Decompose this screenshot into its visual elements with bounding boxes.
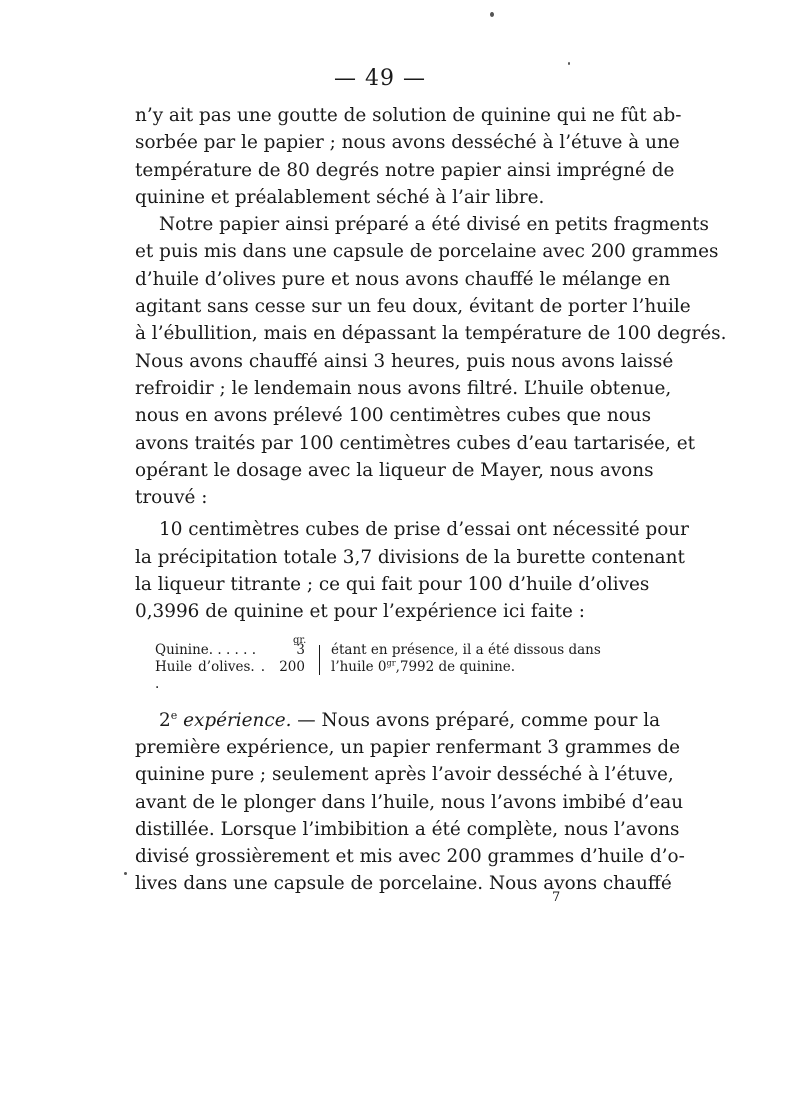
table-cell-value: 200: [279, 658, 305, 675]
signature-mark: 7: [552, 890, 561, 905]
section-heading: 2e expérience.: [159, 708, 292, 731]
text-line: n’y ait pas une goutte de solution de quinine qui ne fût ab-: [135, 105, 682, 126]
table-note: l’huile $0^{gr},7992$ de quinine.: [331, 657, 516, 675]
text-line: agitant sans cesse sur un feu doux, évitant de porter l’huile: [135, 296, 691, 318]
text-line: lives dans une capsule de porcelaine. Nous avons chauffé: [135, 873, 672, 895]
body-text: [135, 102, 727, 898]
text-line: à l’ébullition, mais en dépassant la température de 100 degrés.: [135, 323, 727, 345]
text-line: 10 centimètres cubes de prise d’essai ont nécessité pour: [159, 519, 689, 541]
quinine-table: [135, 626, 625, 696]
paragraph-2: [135, 211, 727, 511]
ink-speck: [568, 62, 570, 65]
paragraph-4: [135, 707, 685, 898]
paragraph-3: [135, 516, 689, 625]
paragraph-1: [135, 102, 682, 211]
text-line: la liqueur titrante ; ce qui fait pour 100 d’huile d’olives: [135, 574, 650, 596]
table-cell-value: 3: [296, 641, 305, 658]
text-line: avons traités par 100 centimètres cubes d’eau tartarisée, et: [135, 432, 696, 454]
text-line: 0,3996 de quinine et pour l’expérience ici faite :: [135, 601, 585, 623]
text-line: Nous avons chauffé ainsi 3 heures, puis nous avons laissé: [135, 350, 674, 372]
text-line: nous en avons prélevé 100 centimètres cubes que nous: [135, 405, 652, 427]
table-cell-name: Quinine. . . . . .: [155, 641, 256, 658]
text-line: avant de le plonger dans l’huile, nous l’avons imbibé d’eau: [135, 791, 684, 813]
text-line: opérant le dosage avec la liqueur de Mayer, nous avons: [135, 459, 654, 481]
brace: [319, 645, 326, 675]
text-line: la précipitation totale 3,7 divisions de la burette contenant: [135, 546, 685, 568]
text-line: trouvé :: [135, 487, 208, 509]
unit-label: gr.: [293, 634, 307, 646]
text-line: 2e expérience. — Nous avons préparé, comme pour la: [159, 708, 661, 731]
page-number: — 49 —: [334, 66, 426, 91]
text-line: distillée. Lorsque l’imbibition a été complète, nous l’avons: [135, 818, 680, 840]
text-line: quinine pure ; seulement après l’avoir desséché à l’étuve,: [135, 764, 674, 786]
table-note: étant en présence, il a été dissous dans: [331, 641, 601, 658]
text-line: quinine et préalablement séché à l’air libre.: [135, 186, 545, 208]
text-line: d’huile d’olives pure et nous avons chauffé le mélange en: [135, 268, 671, 290]
text-line: Notre papier ainsi préparé a été divisé en petits fragments: [159, 214, 709, 236]
text-line: refroidir ; le lendemain nous avons filtré. L’huile obtenue,: [135, 377, 672, 399]
table-cell-name: Huile d’olives. . .: [155, 658, 265, 692]
ink-speck: [124, 872, 127, 875]
ink-speck: [490, 12, 494, 17]
text-line: et puis mis dans une capsule de porcelaine avec 200 grammes: [135, 241, 719, 263]
text-line: sorbée par le papier ; nous avons desséché à l’étuve à une: [135, 132, 680, 154]
text-line: première expérience, un papier renfermant 3 grammes de: [135, 736, 681, 758]
text-line: température de 80 degrés notre papier ainsi imprégné de: [135, 159, 675, 181]
text-line: divisé grossièrement et mis avec 200 grammes d’huile d’o-: [135, 846, 685, 868]
